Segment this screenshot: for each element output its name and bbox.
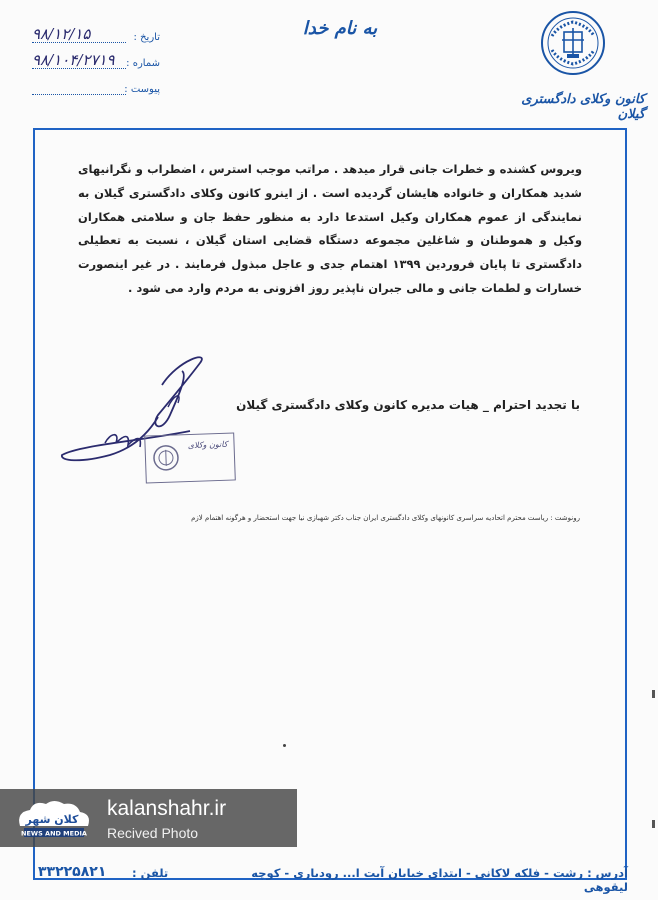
attachment-label: پیوست : [124, 84, 160, 95]
logo-subtext: NEWS AND MEDIA [21, 829, 87, 838]
stamp-emblem-icon [151, 443, 180, 472]
watermark-site: kalanshahr.ir [107, 797, 227, 820]
number-row [20, 51, 160, 80]
closing-line: با تجدید احترام _ هیات مدیره کانون وکلای دادگستری گیلان [236, 398, 580, 412]
basmala-heading: به نام خدا [302, 18, 378, 39]
official-stamp [144, 432, 236, 483]
carbon-copy-note: رونوشت : ریاست محترم اتحادیه سراسری کانونهای وکلای دادگستری ایران جناب دکتر شهبازی نیا جهت استحضار و هرگونه اهتمام لازم [191, 514, 580, 522]
attachment-row [20, 80, 160, 106]
organization-name: کانون وکلای دادگستری گیلان [521, 92, 645, 122]
date-line [32, 42, 126, 43]
scan-edge-mark [652, 820, 655, 828]
letter-body: ویروس کشنده و خطرات جانی قرار میدهد . مراتب موجب استرس ، اضطراب و نگرانیهای شدید همکاران و خانواده هایشان گردیده است . از اینرو کانون وکلای دادگستری گیلان به نمایندگی از عموم همکاران وکیل استدعا دارد به منظور حفظ جان و سلامتی همکاران وکیل و هموطنان و شاغلین مجموعه دستگاه قضایی استان گیلان ، نسبت به تعطیلی دادگستری تا پایان فروردین ۱۳۹۹ اهتمام جدی و عاجل مبذول فرمایند . در غیر اینصورت خسارات و لطمات جانی و مالی جبران ناپذیر روز افزونی به مردم وارد می شود . [78, 162, 582, 295]
number-line [32, 68, 126, 69]
logo-text: کلان شهر [25, 813, 79, 826]
news-watermark [0, 789, 297, 847]
date-label: تاریخ : [133, 32, 160, 43]
watermark-caption: Recived Photo [107, 825, 199, 841]
kalanshahr-logo-icon [6, 796, 98, 840]
letter-meta [20, 25, 160, 106]
date-value: ۹۸/۱۲/۱۵ [32, 25, 91, 43]
bar-association-emblem-icon [540, 10, 606, 76]
stray-mark [283, 744, 286, 747]
footer-phone-number: ۳۳۲۲۵۸۲۱ [38, 864, 107, 880]
footer-address: آدرس : رشت - فلکه لاکانی - ابتدای خیابان آیت ا... رودباری - کوچه لیقوهی [251, 866, 628, 894]
number-value: ۹۸/۱۰۴/۲۷۱۹ [32, 51, 115, 69]
footer-phone-label: تلفن : [132, 866, 169, 880]
scan-edge-mark [652, 690, 655, 698]
stamp-text: کانون وکلای [187, 439, 228, 451]
number-label: شماره : [126, 58, 160, 69]
attachment-line [32, 94, 126, 95]
